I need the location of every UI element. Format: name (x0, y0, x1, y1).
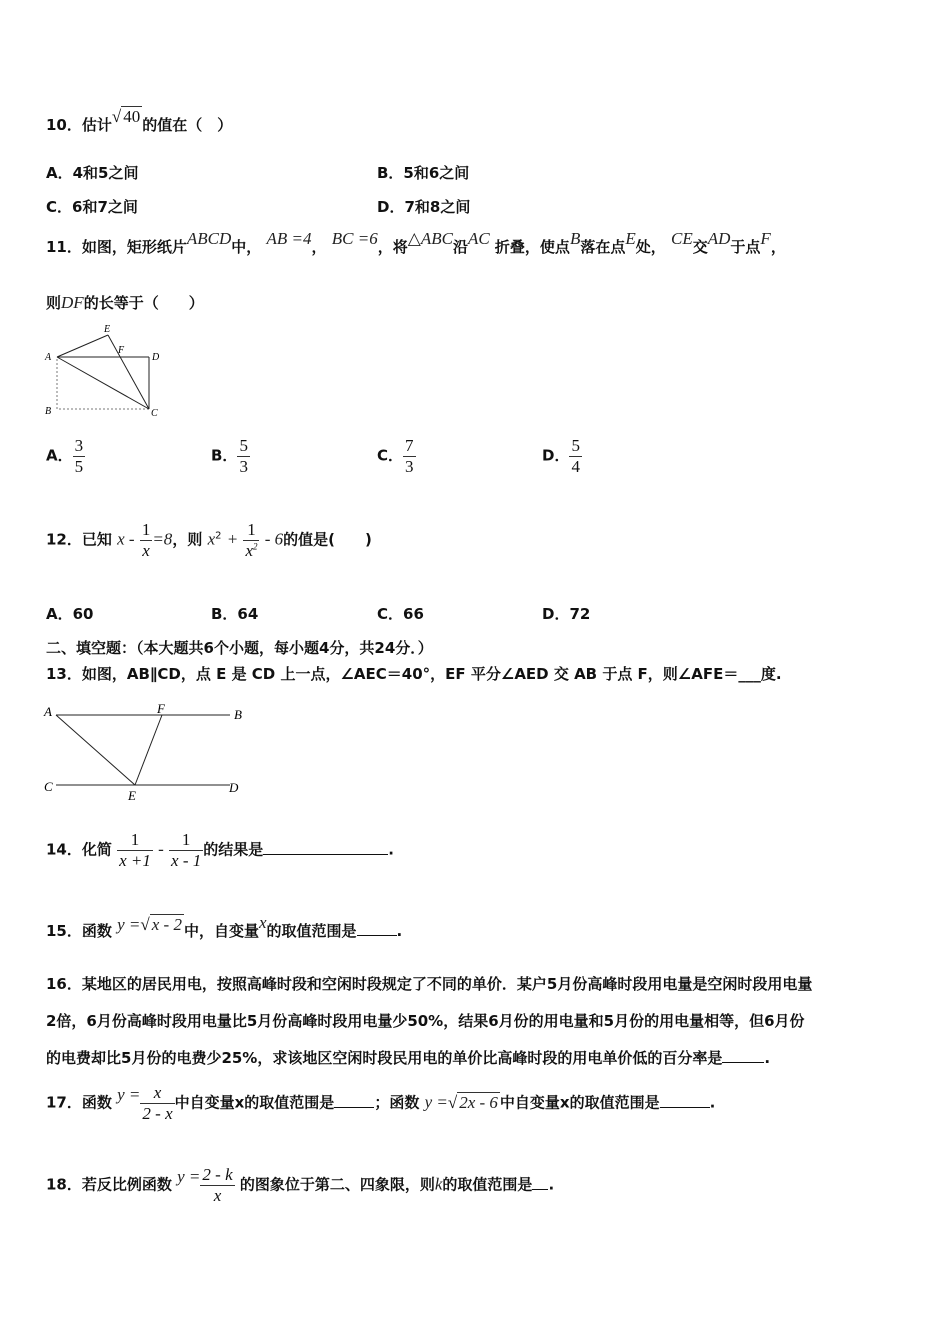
q11-option-b: B． $\frac{5}{3}$ (211, 436, 248, 476)
q11-segment-ae (57, 335, 108, 357)
q13-label-f: F (157, 701, 165, 716)
q10-option-c: C．6和7之间 (46, 198, 138, 216)
q11-stem: 11．如图，矩形纸片ABCD中， AB =4， BC =6，将△ABC沿AC 折叠，使点B落在点E处， CE交AD于点F， (46, 229, 786, 256)
q10-option-a: A．4和5之间 (46, 164, 139, 182)
q11-stem-line2: 则DF的长等于（ ） (46, 293, 204, 312)
q10-option-b: B．5和6之间 (377, 164, 470, 182)
q13-stem: 13．如图，AB∥CD，点 E 是 CD 上一点，∠AEC＝40°，EF 平分∠AED 交 AB 于点 F，则∠AFE＝___度. (46, 665, 782, 683)
q11-label-f: F (118, 345, 125, 356)
section-2-heading: 二、填空题：（本大题共6个小题，每小题4分，共24分．） (46, 639, 433, 657)
q13-figure (40, 700, 250, 805)
q18-stem: 18．若反比例函数 y = $\frac{2 - k}{x}$ 的图象位于第二、四象限，则k的取值范围是 . (46, 1165, 555, 1205)
q15-stem: 15．函数 y =√ x - 2 中，自变量x的取值范围是 . (46, 913, 403, 940)
q11-option-a: A． $\frac{3}{5}$ (46, 436, 84, 476)
q11-label-b: B (45, 406, 52, 417)
q13-label-b: B (234, 707, 242, 722)
sqrt-40: √ 40 (111, 107, 141, 126)
q12-option-d: D．72 (542, 605, 591, 623)
q14-stem: 14．化简 $\frac{1}{x +1}$ - $\frac{1}{x - 1}$ 的结果是 . (46, 830, 394, 870)
q15-answer-blank (357, 921, 397, 936)
q11-option-d: D． $\frac{5}{4}$ (542, 436, 580, 476)
q11-label-d: D (152, 352, 160, 363)
q13-label-e: E (128, 788, 136, 803)
q16-line1: 16．某地区的居民用电，按照高峰时段和空闲时段规定了不同的单价．某户5月份高峰时段用电量是空闲时段用电量 (46, 975, 813, 993)
q13-label-c: C (44, 779, 53, 794)
q12-option-b: B．64 (211, 605, 259, 623)
q10-option-d: D．7和8之间 (377, 198, 471, 216)
q17-answer-blank-1 (334, 1093, 374, 1108)
q17-stem: 17．函数 y = $\frac{x}{2 - x}$ 中自变量x的取值范围是 ；函数 y =√ 2x - 6 中自变量x的取值范围是 . (46, 1083, 716, 1123)
q11-figure (40, 322, 170, 422)
q16-answer-blank (722, 1048, 764, 1063)
q11-label-a: A (45, 352, 52, 363)
q11-option-c: C． $\frac{7}{3}$ (377, 436, 414, 476)
q11-label-c: C (151, 408, 158, 419)
q11-label-e: E (104, 324, 111, 335)
q13-label-a: A (44, 704, 52, 719)
q18-answer-blank (532, 1175, 548, 1190)
q12-option-a: A．60 (46, 605, 94, 623)
q16-line3: 的电费却比5月份的电费少25%，求该地区空闲时段民用电的单价比高峰时段的用电单价低的百分率是 . (46, 1049, 771, 1067)
q13-label-d: D (229, 780, 239, 795)
q10-stem: 10．估计√ 40 的值在（ ） (46, 107, 233, 134)
q12-stem: 12．已知 x - $\frac{1}{x}$ =8，则 $x^2$ + $\frac{1}{x^2}$ - 6的值是( ) (46, 520, 372, 560)
q17-answer-blank-2 (660, 1093, 710, 1108)
q11-diagonal-ac (57, 357, 149, 409)
q13-segment-fe (135, 715, 162, 785)
q12-option-c: C．66 (377, 605, 424, 623)
q14-answer-blank (263, 840, 388, 855)
q16-line2: 2倍，6月份高峰时段用电量比5月份高峰时段用电量少50%，结果6月份的用电量和5月份的用电量相等，但6月份 (46, 1012, 805, 1030)
q13-segment-ae (56, 715, 135, 785)
